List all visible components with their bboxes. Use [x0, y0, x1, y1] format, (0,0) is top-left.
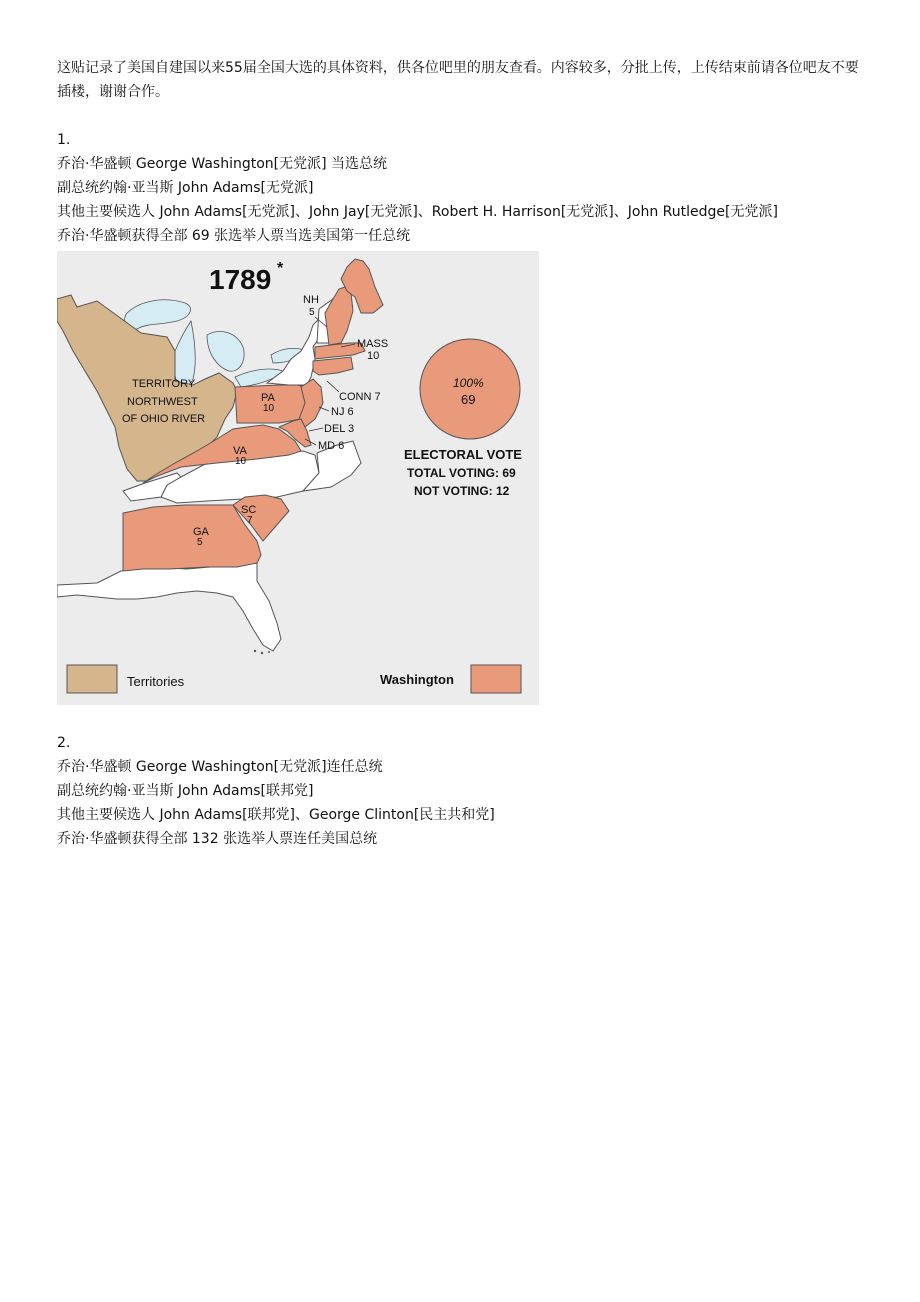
- state-label-nj: NJ 6: [331, 406, 354, 418]
- legend-washington-label: Washington: [380, 672, 454, 687]
- state-votes-va: 10: [235, 456, 247, 467]
- state-votes-pa: 10: [263, 403, 275, 414]
- state-label-conn: CONN 7: [339, 391, 381, 403]
- legend-washington-swatch: [471, 665, 521, 693]
- entry-winner-line: 乔治·华盛顿 George Washington[无党派] 当选总统: [57, 156, 388, 172]
- entry-result-line: 乔治·华盛顿获得全部 69 张选举人票当选美国第一任总统: [57, 228, 411, 244]
- election-map-1789: [57, 251, 539, 705]
- territory-label-line2: NORTHWEST: [127, 396, 198, 408]
- state-label-del: DEL 3: [324, 423, 355, 435]
- entry-winner-line: 乔治·华盛顿 George Washington[无党派]连任总统: [57, 759, 383, 775]
- territory-label-line3: OF OHIO RIVER: [122, 413, 206, 425]
- electoral-title: ELECTORAL VOTE: [404, 447, 522, 462]
- state-votes-nh: 5: [309, 307, 315, 318]
- state-votes-mass: 10: [367, 350, 380, 362]
- electoral-not-voting: NOT VOTING: 12: [414, 484, 510, 498]
- state-label-mass: MASS: [357, 338, 389, 350]
- map-year: 1789: [209, 264, 272, 295]
- pie-value: 69: [461, 392, 476, 407]
- state-label-ga: GA: [193, 526, 209, 538]
- legend-territories-swatch: [67, 665, 117, 693]
- entry-candidates-line: 其他主要候选人 John Adams[联邦党]、George Clinton[民主共和党]: [57, 807, 495, 823]
- legend-territories-label: Territories: [127, 674, 185, 689]
- state-label-sc: SC: [241, 504, 257, 516]
- entry-result-line: 乔治·华盛顿获得全部 132 张选举人票连任美国总统: [57, 831, 378, 847]
- entry-vice-line: 副总统约翰·亚当斯 John Adams[无党派]: [57, 180, 314, 196]
- territory-label-line1: TERRITORY: [132, 378, 196, 390]
- entry-vice-line: 副总统约翰·亚当斯 John Adams[联邦党]: [57, 783, 314, 799]
- state-label-pa: PA: [261, 392, 275, 404]
- electoral-total: TOTAL VOTING: 69: [407, 466, 516, 480]
- entry-number: 1.: [57, 132, 71, 148]
- map-year-mark: *: [277, 260, 284, 277]
- state-label-nh: NH: [303, 294, 319, 306]
- state-votes-ga: 5: [197, 537, 203, 548]
- entry-candidates-line: 其他主要候选人 John Adams[无党派]、John Jay[无党派]、Robert H. Harrison[无党派]、John Rutledge[无党派]: [57, 204, 778, 220]
- intro-paragraph: 这贴记录了美国自建国以来55届全国大选的具体资料，供各位吧里的朋友查看。内容较多，分批上传，上传结束前请各位吧友不要插楼，谢谢合作。: [57, 60, 859, 100]
- state-votes-sc: 7: [247, 515, 253, 526]
- state-label-md: MD 6: [318, 440, 345, 452]
- entry-number: 2.: [57, 735, 71, 751]
- pie-percent: 100%: [453, 376, 484, 390]
- state-label-va: VA: [233, 445, 247, 457]
